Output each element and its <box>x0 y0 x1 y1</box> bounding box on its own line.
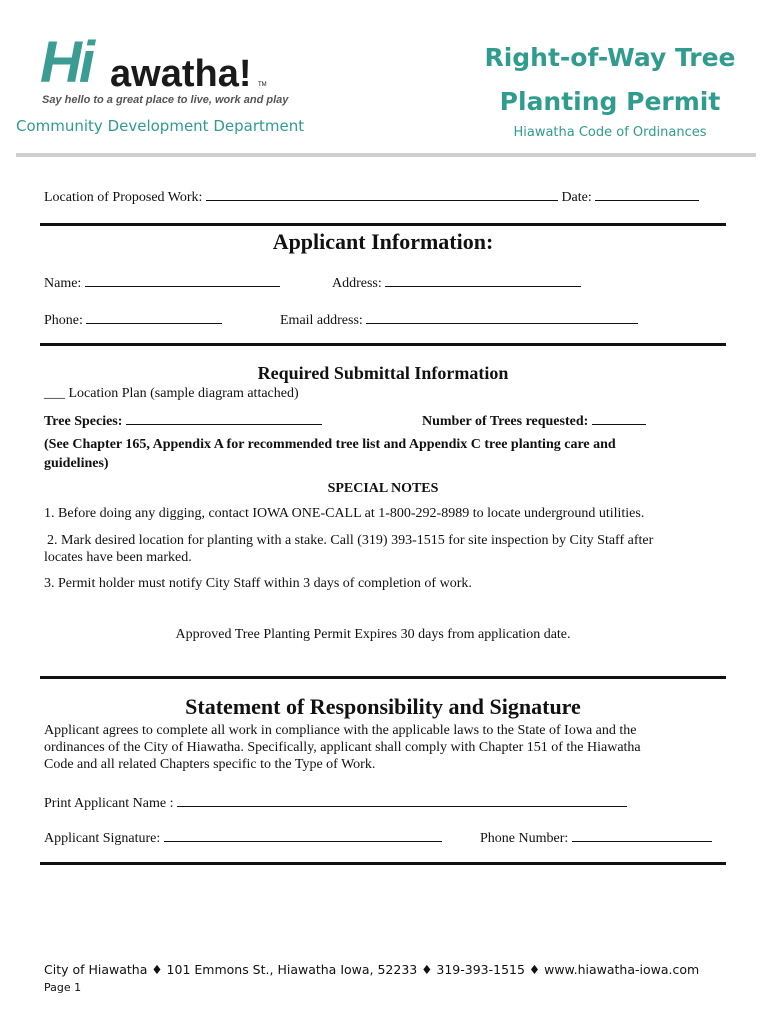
tree-count-row <box>422 411 646 430</box>
section-divider-3 <box>40 676 726 679</box>
date-field[interactable] <box>595 187 699 201</box>
phone-label: Phone: <box>44 313 83 328</box>
date-label: Date: <box>561 190 592 205</box>
print-name-field[interactable] <box>177 793 627 807</box>
header-divider <box>16 153 756 157</box>
section-divider-1 <box>40 223 726 226</box>
tree-species-field[interactable] <box>126 411 322 425</box>
submittal-heading: Required Submittal Information <box>257 363 509 383</box>
email-label: Email address: <box>280 313 363 328</box>
statement-heading: Statement of Responsibility and Signature <box>185 694 581 719</box>
signature-row <box>44 828 442 847</box>
signature-field[interactable] <box>164 828 442 842</box>
special-note-2-line1: 2. Mark desired location for planting with a stake. Call (319) 393-1515 for site inspection by City Staff after <box>47 533 654 548</box>
special-note-2-line2: locates have been marked. <box>44 550 192 565</box>
tree-count-label: Number of Trees requested: <box>422 414 589 429</box>
location-row <box>44 187 699 206</box>
email-field[interactable] <box>366 310 638 324</box>
permit-expiry-note: Approved Tree Planting Permit Expires 30 days from application date. <box>175 627 571 642</box>
tree-count-field[interactable] <box>592 411 646 425</box>
page-number: Page 1 <box>44 981 82 994</box>
footer-address: City of Hiawatha ♦ 101 Emmons St., Hiawatha Iowa, 52233 ♦ 319-393-1515 ♦ www.hiawatha-iowa.com <box>44 962 700 977</box>
logo-trademark: TM <box>258 82 267 88</box>
name-label: Name: <box>44 276 82 291</box>
signature-label: Applicant Signature: <box>44 831 161 846</box>
permit-title-line1: Right-of-Way Tree <box>484 43 736 72</box>
signature-phone-row <box>480 828 712 847</box>
section-divider-4 <box>40 862 726 865</box>
statement-line3: Code and all related Chapters specific to the Type of Work. <box>44 757 376 772</box>
permit-subtitle: Hiawatha Code of Ordinances <box>513 125 707 140</box>
location-plan-item[interactable]: ___ Location Plan (sample diagram attached) <box>44 386 299 401</box>
location-label: Location of Proposed Work: <box>44 190 203 205</box>
tree-species-row <box>44 411 322 430</box>
phone-field[interactable] <box>86 310 222 324</box>
logo-hi: Hi <box>40 30 92 95</box>
signature-phone-field[interactable] <box>572 828 712 842</box>
email-row <box>280 310 638 329</box>
address-label: Address: <box>332 276 382 291</box>
logo-tagline: Say hello to a great place to live, work and play <box>42 94 289 106</box>
special-note-3: 3. Permit holder must notify City Staff within 3 days of completion of work. <box>44 576 472 591</box>
name-row <box>44 273 280 292</box>
address-row <box>332 273 581 292</box>
logo-awatha: awatha! <box>110 53 252 95</box>
location-field[interactable] <box>206 187 558 201</box>
print-name-row <box>44 793 627 812</box>
chapter-note-line1: (See Chapter 165, Appendix A for recommended tree list and Appendix C tree planting care and <box>44 437 616 452</box>
address-field[interactable] <box>385 273 581 287</box>
permit-title-line2: Planting Permit <box>499 87 721 116</box>
applicant-heading: Applicant Information: <box>272 229 494 254</box>
phone-row <box>44 310 222 329</box>
department-name: Community Development Department <box>16 117 305 135</box>
city-logo <box>40 30 300 112</box>
special-note-1: 1. Before doing any digging, contact IOWA ONE-CALL at 1-800-292-8989 to locate underground utilities. <box>44 506 645 521</box>
tree-species-label: Tree Species: <box>44 414 123 429</box>
signature-phone-label: Phone Number: <box>480 831 569 846</box>
chapter-note-line2: guidelines) <box>44 456 109 471</box>
statement-line2: ordinances of the City of Hiawatha. Specifically, applicant shall comply with Chapter 151 of the Hiawatha <box>44 740 641 755</box>
name-field[interactable] <box>85 273 280 287</box>
statement-line1: Applicant agrees to complete all work in compliance with the applicable laws to the State of Iowa and the <box>44 723 637 738</box>
special-notes-heading: SPECIAL NOTES <box>327 481 439 496</box>
print-name-label: Print Applicant Name : <box>44 796 174 811</box>
section-divider-2 <box>40 343 726 346</box>
